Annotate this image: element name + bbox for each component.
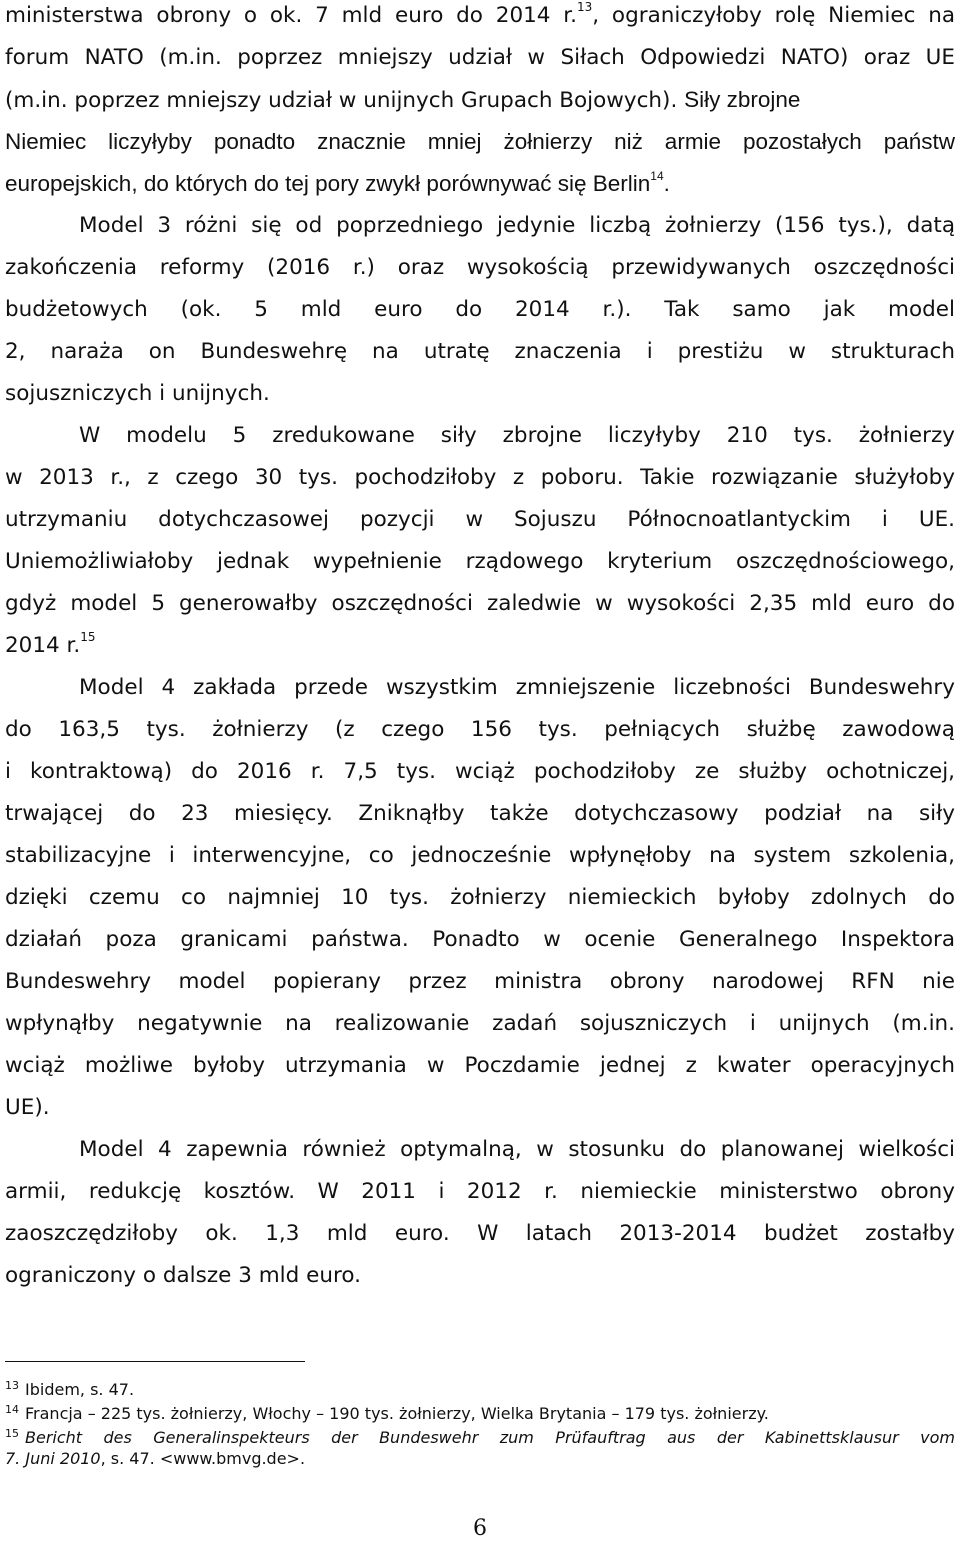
footnote-15: $^{15}$ Bericht des Generalinspekteurs der Bundeswehr zum Prüfauftrag aus der Kabinettsklausur vom	[5, 1427, 955, 1447]
body-line: europejskich, do których do tej pory zwykł porównywać się Berlin$^{14}$.	[5, 169, 670, 196]
footnote-number: 14	[5, 1403, 19, 1416]
body-line: 2014 r.$^{15}$	[5, 630, 96, 658]
body-line: wciąż możliwe byłoby utrzymania w Poczdamie jednej z kwater operacyjnych	[5, 1053, 955, 1078]
body-line: Uniemożliwiałoby jednak wypełnienie rządowego kryterium oszczędnościowego,	[5, 549, 955, 574]
footnote-14: $^{14}$ Francja – 225 tys. żołnierzy, Włochy – 190 tys. żołnierzy, Wielka Brytania – 179 tys. żołnierzy.	[5, 1403, 769, 1423]
footnote-number: 15	[5, 1427, 19, 1440]
body-line: trwającej do 23 miesięcy. Zniknąłby także dotychczasowy podział na siły	[5, 801, 955, 826]
body-line: ministerstwa obrony o ok. 7 mld euro do 2014 r.$^{13}$, ograniczyłoby rolę Niemiec na	[5, 0, 956, 28]
body-line: w 2013 r., z czego 30 tys. pochodziłoby z poboru. Takie rozwiązanie służyłoby	[5, 465, 955, 490]
body-line: wpłynąłby negatywnie na realizowanie zadań sojuszniczych i unijnych (m.in.	[5, 1011, 955, 1036]
body-line: zakończenia reformy (2016 r.) oraz wysokością przewidywanych oszczędności	[5, 255, 955, 280]
footnote-ref[interactable]: 14	[650, 169, 664, 183]
body-line: dzięki czemu co najmniej 10 tys. żołnierzy niemieckich byłoby zdolnych do	[5, 885, 955, 910]
body-line: Niemiec liczyłyby ponadto znacznie mniej żołnierzy niż armie pozostałych państw	[5, 129, 955, 154]
footnote-ref[interactable]: 15	[80, 630, 96, 644]
body-line: 2, naraża on Bundeswehrę na utratę znaczenia i prestiżu w strukturach	[5, 339, 955, 364]
body-line: utrzymaniu dotychczasowej pozycji w Sojuszu Północnoatlantyckim i UE.	[5, 507, 955, 532]
body-line: i kontraktową) do 2016 r. 7,5 tys. wciąż pochodziłoby ze służby ochotniczej,	[5, 759, 955, 784]
body-line: UE).	[5, 1095, 50, 1120]
body-line: stabilizacyjne i interwencyjne, co jednocześnie wpłynęłoby na system szkolenia,	[5, 843, 955, 868]
body-line: Model 3 różni się od poprzedniego jedynie liczbą żołnierzy (156 tys.), datą	[79, 213, 955, 238]
body-line: Model 4 zakłada przede wszystkim zmniejszenie liczebności Bundeswehry	[79, 675, 955, 700]
body-line: forum NATO (m.in. poprzez mniejszy udział w Siłach Odpowiedzi NATO) oraz UE	[5, 45, 955, 70]
body-line: budżetowych (ok. 5 mld euro do 2014 r.). Tak samo jak model	[5, 297, 955, 322]
page-number: 6	[473, 1516, 487, 1541]
footnote-15-continued: 7. Juni 2010, s. 47. <www.bmvg.de>.	[5, 1449, 306, 1468]
body-line: działań poza granicami państwa. Ponadto w ocenie Generalnego Inspektora	[5, 927, 955, 952]
body-line: (m.in. poprzez mniejszy udział w unijnych Grupach Bojowych). Siły zbrojne	[5, 87, 801, 113]
footnote-number: 13	[5, 1379, 19, 1392]
body-line: Bundeswehry model popierany przez ministra obrony narodowej RFN nie	[5, 969, 955, 994]
body-line: gdyż model 5 generowałby oszczędności zaledwie w wysokości 2,35 mld euro do	[5, 591, 955, 616]
body-line: armii, redukcję kosztów. W 2011 i 2012 r. niemieckie ministerstwo obrony	[5, 1179, 955, 1204]
body-line: zaoszczędziłoby ok. 1,3 mld euro. W latach 2013-2014 budżet zostałby	[5, 1221, 955, 1246]
footnote-link-text[interactable]: , s. 47. <www.bmvg.de>.	[100, 1449, 306, 1468]
body-line: W modelu 5 zredukowane siły zbrojne liczyłyby 210 tys. żołnierzy	[79, 423, 955, 448]
body-line: Model 4 zapewnia również optymalną, w stosunku do planowanej wielkości	[79, 1137, 955, 1162]
body-line: sojuszniczych i unijnych.	[5, 381, 270, 406]
body-line: ograniczony o dalsze 3 mld euro.	[5, 1263, 361, 1288]
footnote-13: $^{13}$ Ibidem, s. 47.	[5, 1379, 135, 1399]
footnote-divider	[5, 1361, 305, 1362]
footnote-ref[interactable]: 13	[577, 0, 593, 14]
body-line: do 163,5 tys. żołnierzy (z czego 156 tys. pełniących służbę zawodową	[5, 717, 955, 742]
